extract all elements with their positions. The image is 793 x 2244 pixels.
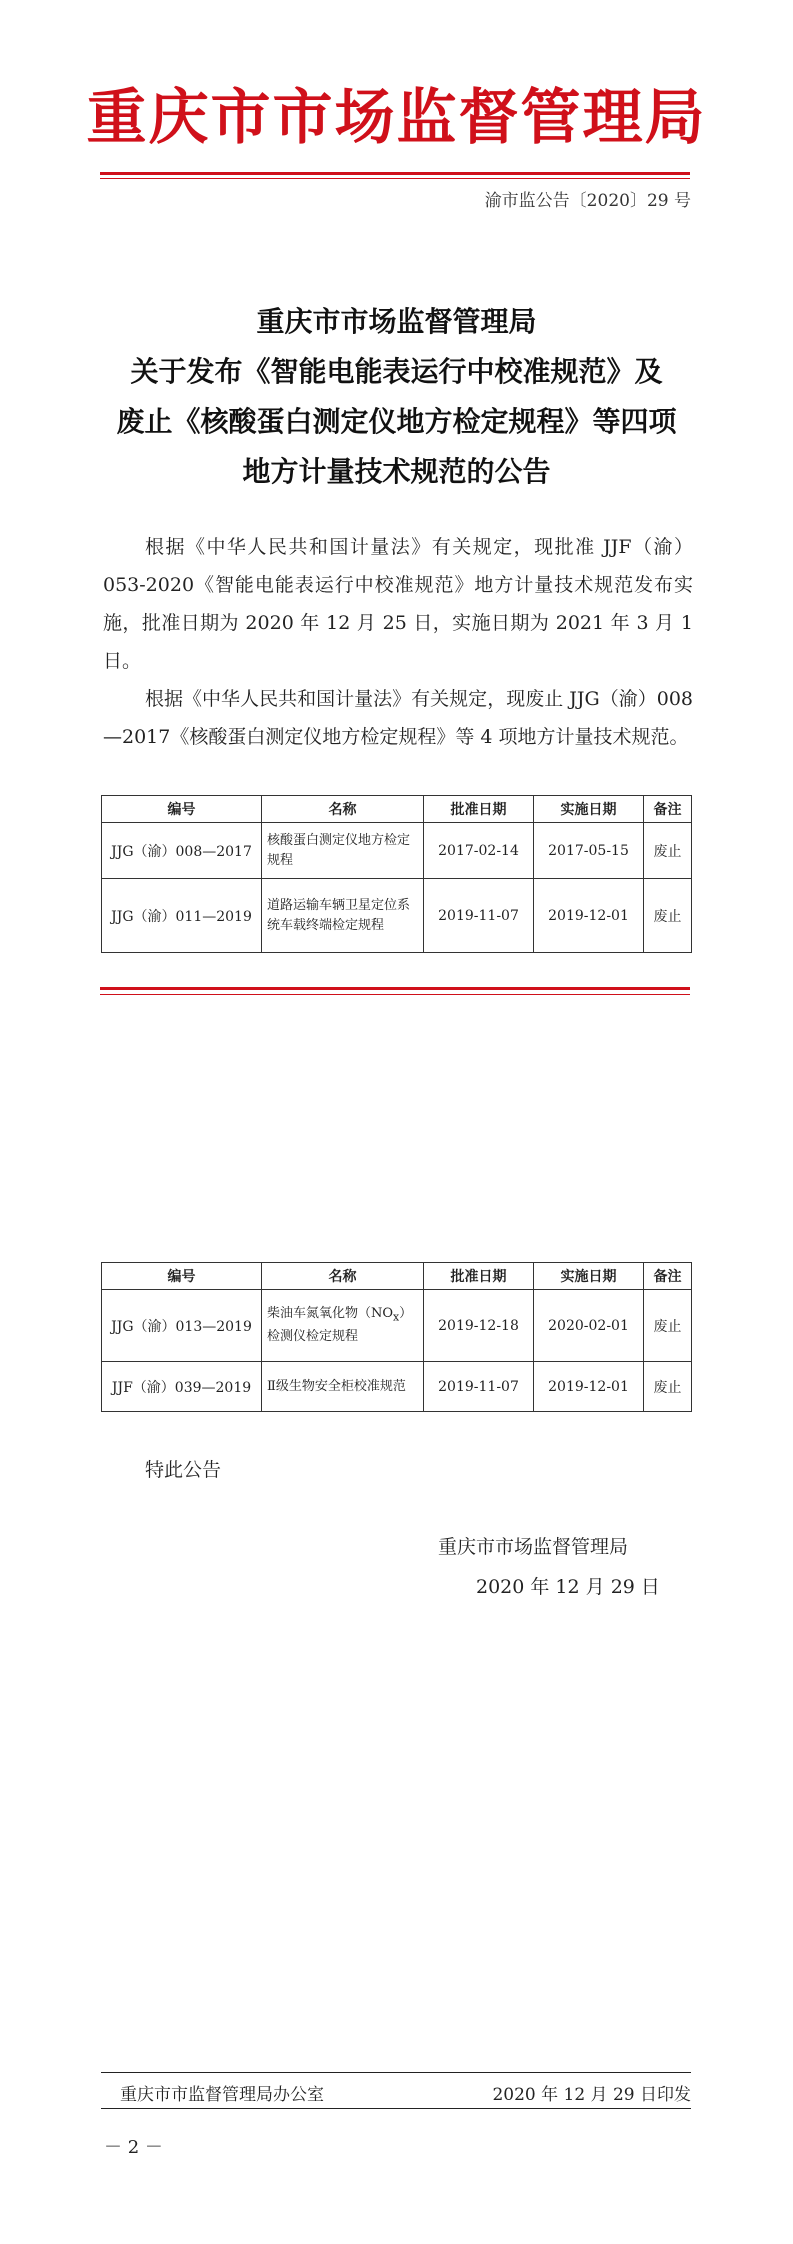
cell-name: 道路运输车辆卫星定位系统车载终端检定规程 (262, 879, 424, 953)
header-red-rule-thin (100, 178, 690, 179)
table-row (102, 1290, 692, 1362)
title-line-3: 废止《核酸蛋白测定仪地方检定规程》等四项 (116, 405, 677, 438)
table-row (102, 823, 692, 879)
page-number: － 2 － (104, 2137, 163, 2158)
cell-name-pre: 柴油车氮氧化物（NO (267, 1305, 394, 1321)
table-header-row (102, 796, 692, 823)
rules-table-2 (101, 1262, 692, 1412)
cell-name (262, 1290, 424, 1362)
closing-notice: 特此公告 (145, 1459, 222, 1481)
header-red-rule-thick (100, 172, 690, 175)
cell-approve-date: 2017-02-14 (424, 823, 534, 879)
title-line-4: 地方计量技术规范的公告 (242, 455, 551, 488)
title-line-2: 关于发布《智能电能表运行中校准规范》及 (130, 355, 663, 388)
header-note: 备注 (644, 796, 692, 823)
cell-name-subscript: x (393, 1310, 400, 1324)
table-row (102, 1362, 692, 1412)
document-number: 渝市监公告〔2020〕29 号 (484, 191, 691, 211)
cell-code: JJG（渝）013—2019 (102, 1290, 262, 1362)
footer-rule-bottom (101, 2108, 691, 2109)
page-break-red-rule-thin (100, 994, 690, 995)
cell-code: JJF（渝）039—2019 (102, 1362, 262, 1412)
cell-effective-date: 2017-05-15 (534, 823, 644, 879)
header-code: 编号 (102, 1263, 262, 1290)
cell-approve-date: 2019-12-18 (424, 1290, 534, 1362)
cell-note: 废止 (644, 1362, 692, 1412)
body-paragraph-2: 根据《中华人民共和国计量法》有关规定，现废止 JJG（渝）008—2017《核酸蛋白测定仪地方检定规程》等 4 项地方计量技术规范。 (103, 688, 693, 748)
cell-effective-date: 2019-12-01 (534, 879, 644, 953)
header-code: 编号 (102, 796, 262, 823)
cell-note: 废止 (644, 823, 692, 879)
agency-header-title: 重庆市市场监督管理局 (86, 83, 707, 153)
header-approve-date: 批准日期 (424, 796, 534, 823)
closing-signer: 重庆市市场监督管理局 (438, 1536, 629, 1558)
cell-approve-date: 2019-11-07 (424, 879, 534, 953)
rules-table-1 (101, 795, 692, 953)
closing-date: 2020 年 12 月 29 日 (476, 1576, 660, 1598)
cell-note: 废止 (644, 879, 692, 953)
header-effective-date: 实施日期 (534, 796, 644, 823)
header-note: 备注 (644, 1263, 692, 1290)
header-effective-date: 实施日期 (534, 1263, 644, 1290)
cell-name: 核酸蛋白测定仪地方检定规程 (262, 823, 424, 879)
cell-note: 废止 (644, 1290, 692, 1362)
page-break-red-rule-thick (100, 987, 690, 990)
footer-print-date: 2020 年 12 月 29 日印发 (492, 2085, 691, 2105)
table-row (102, 879, 692, 953)
body-paragraph-1: 根据《中华人民共和国计量法》有关规定，现批准 JJF（渝）053-2020《智能电能表运行中校准规范》地方计量技术规范发布实施，批准日期为 2020 年 12 月 25 日，实施日期为 2021 年 3 月 1 日。 (103, 536, 693, 672)
cell-code: JJG（渝）008—2017 (102, 823, 262, 879)
table-header-row (102, 1263, 692, 1290)
header-name: 名称 (262, 1263, 424, 1290)
cell-effective-date: 2020-02-01 (534, 1290, 644, 1362)
title-line-1: 重庆市市场监督管理局 (256, 305, 537, 338)
header-approve-date: 批准日期 (424, 1263, 534, 1290)
cell-code: JJG（渝）011—2019 (102, 879, 262, 953)
footer-rule-top (101, 2072, 691, 2073)
cell-name-post: ）检测仪检定规程 (267, 1305, 413, 1345)
cell-effective-date: 2019-12-01 (534, 1362, 644, 1412)
header-name: 名称 (262, 796, 424, 823)
cell-approve-date: 2019-11-07 (424, 1362, 534, 1412)
cell-name: Ⅱ级生物安全柜校准规范 (262, 1362, 424, 1412)
footer-office: 重庆市市监督管理局办公室 (120, 2085, 324, 2105)
